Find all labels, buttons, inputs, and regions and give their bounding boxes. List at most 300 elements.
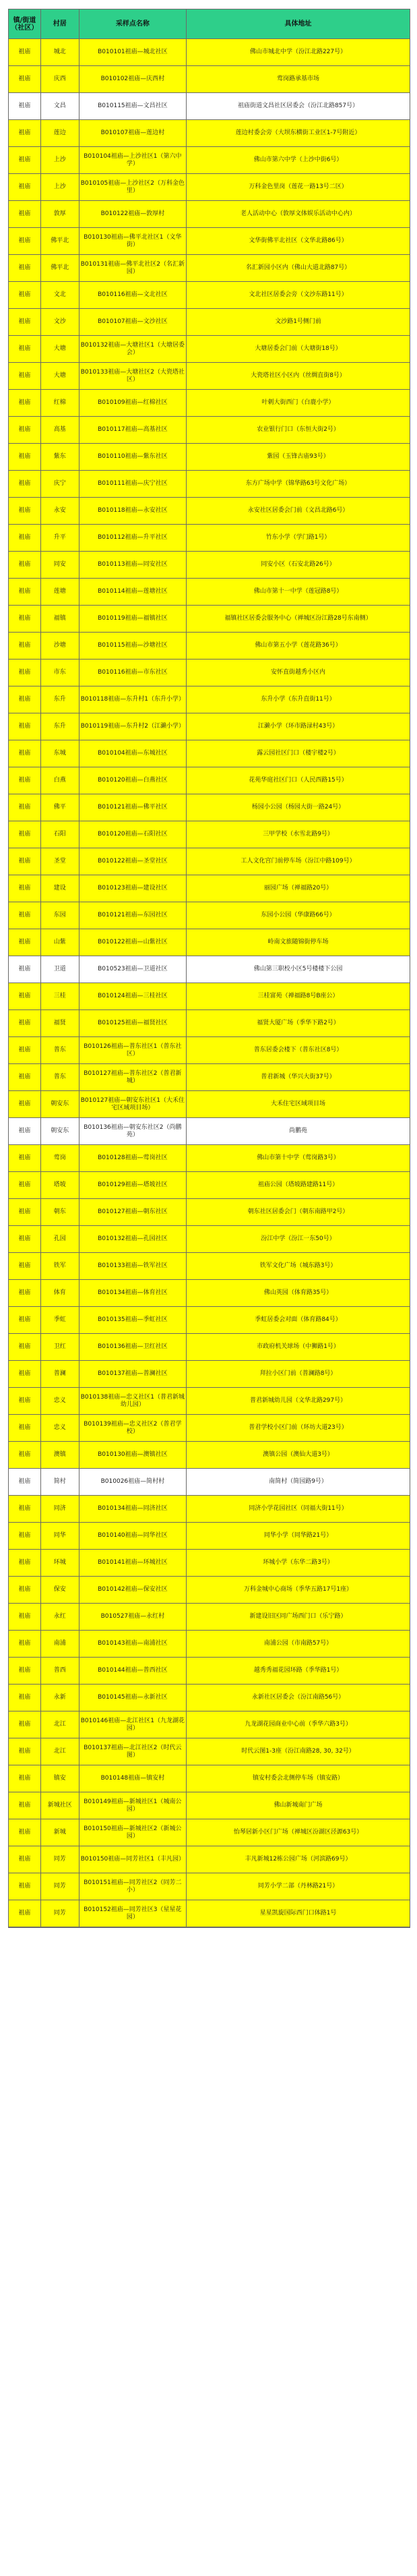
- village-cell: 新城社区: [41, 1792, 79, 1819]
- village-cell: 大塘: [41, 363, 79, 389]
- town-cell: 祖庙: [9, 686, 41, 713]
- site-name-cell: B010122祖庙—圣堂社区: [79, 848, 187, 875]
- town-cell: 祖庙: [9, 1253, 41, 1279]
- site-name-cell: B010105祖庙—上沙社区2（万科金色里）: [79, 174, 187, 200]
- village-cell: 上沙: [41, 174, 79, 200]
- address-cell: 越秀秀福花园环路（季华路1号）: [253, 1667, 343, 1674]
- table-row: [9, 228, 410, 255]
- village-cell: 升平: [41, 525, 79, 551]
- address-cell: 岭南文旅随锦街停车场: [267, 939, 329, 945]
- site-name-cell: B010143祖庙—南浦社区: [79, 1631, 187, 1657]
- village-cell: 高基: [41, 417, 79, 443]
- address-cell: 星星凯旋国际西门口体路1号: [259, 1910, 337, 1916]
- address-cell: 南浦公园（市南路57号）: [263, 1640, 333, 1647]
- table-row: [9, 1361, 410, 1388]
- address-cell: 东升小学（东升直街11号）: [261, 696, 335, 703]
- table-row: [9, 255, 410, 282]
- table-row: [9, 1253, 410, 1280]
- table-row: [9, 1631, 410, 1658]
- site-name-cell: B010123祖庙—建设社区: [79, 875, 187, 902]
- site-name-cell: B010133祖庙—铁军社区: [79, 1253, 187, 1279]
- village-cell: 永安: [41, 498, 79, 524]
- address-cell: 永新社区居委会（汾江南路56号）: [251, 1694, 345, 1701]
- address-cell: 三桂富苑（禅福路8号B座公）: [257, 993, 339, 999]
- site-name-cell: B010131祖庙—佛平北社区2（名汇新园）: [79, 255, 187, 281]
- address-cell: 同安小区（石安北路26号）: [261, 561, 335, 568]
- site-name-cell: B010125祖庙—福贤社区: [79, 1010, 187, 1036]
- site-name-cell: B010137祖庙—北江社区2（时代云图）: [79, 1738, 187, 1765]
- site-name-cell: B010150祖庙—新城社区2（新城公园）: [79, 1819, 187, 1846]
- table-row: [9, 1064, 410, 1091]
- town-cell: 祖庙: [9, 228, 41, 254]
- village-cell: 上沙: [41, 147, 79, 173]
- site-name-cell: B010135祖庙—季虹社区: [79, 1307, 187, 1333]
- address-cell: 文北社区居委会旁（文沙东路11号）: [249, 291, 348, 298]
- address-cell: 文华街佛平北社区（文华北路86号）: [249, 237, 348, 244]
- table-row: [9, 1442, 410, 1469]
- address-cell: 丽园广场（禅福路20号）: [263, 885, 333, 891]
- table-row: [9, 1523, 410, 1550]
- village-cell: 敦厚: [41, 201, 79, 227]
- town-cell: 祖庙: [9, 821, 41, 848]
- table-header-row: [9, 9, 410, 39]
- site-name-cell: B010148祖庙—镇安村: [79, 1765, 187, 1792]
- town-cell: 祖庙: [9, 1873, 41, 1900]
- site-name-cell: B010101祖庙—城北社区: [79, 39, 187, 65]
- table-row: [9, 1199, 410, 1226]
- town-cell: 祖庙: [9, 120, 41, 146]
- town-cell: 祖庙: [9, 147, 41, 173]
- table-row: [9, 579, 410, 606]
- village-cell: 三桂: [41, 983, 79, 1009]
- village-cell: 城北: [41, 39, 79, 65]
- village-cell: 朝东: [41, 1199, 79, 1225]
- town-cell: 祖庙: [9, 1469, 41, 1495]
- table-row: [9, 93, 410, 120]
- village-cell: 普东: [41, 1064, 79, 1090]
- village-cell: 莲边: [41, 120, 79, 146]
- table-row: [9, 120, 410, 147]
- site-name-cell: B010130祖庙—澳镇社区: [79, 1442, 187, 1468]
- address-cell: 市政府机关球场（中狮路1号）: [257, 1343, 340, 1350]
- village-cell: 佛平北: [41, 228, 79, 254]
- address-cell: 紫园（玉锋古庙93号）: [267, 453, 329, 460]
- address-cell: 普东居委会楼下（普东社区8号）: [253, 1047, 343, 1053]
- town-cell: 祖庙: [9, 767, 41, 794]
- table-row: [9, 1496, 410, 1523]
- town-cell: 祖庙: [9, 309, 41, 335]
- address-cell: 环城小学（东华二路3号）: [263, 1559, 333, 1566]
- table-row: [9, 902, 410, 929]
- town-cell: 祖庙: [9, 417, 41, 443]
- header-address: 具体地址: [284, 20, 312, 28]
- table-row: [9, 417, 410, 444]
- village-cell: 建设: [41, 875, 79, 902]
- site-name-cell: B010109祖庙—红棉社区: [79, 390, 187, 416]
- header-site-name: 采样点名称: [79, 9, 187, 38]
- address-cell: 佛山市城北中学（汾江北路227号）: [249, 49, 347, 55]
- address-cell: 怡琴居新小区门广场（禅城区汾湖区泾源63号）: [233, 1829, 363, 1836]
- village-cell: 东升: [41, 686, 79, 713]
- village-cell: 文沙: [41, 309, 79, 335]
- site-name-cell: B010137祖庙—普澜社区: [79, 1361, 187, 1387]
- table-row: [9, 821, 410, 848]
- village-cell: 文北: [41, 282, 79, 308]
- address-cell: 老人活动中心（敦厚文体娱乐活动中心内）: [240, 210, 356, 217]
- site-name-cell: B010128祖庙—莺岗社区: [79, 1145, 187, 1171]
- town-cell: 祖庙: [9, 1361, 41, 1387]
- address-cell: 镇安村委会北侧停车场（镇安路）: [253, 1775, 344, 1782]
- town-cell: 祖庙: [9, 1604, 41, 1630]
- table-row: [9, 1334, 410, 1361]
- address-cell: 澳镇公园（澳仙大道3号）: [263, 1451, 333, 1458]
- town-cell: 祖庙: [9, 498, 41, 524]
- table-row: [9, 1091, 410, 1118]
- site-name-cell: B010104祖庙—上沙社区1（第六中学）: [79, 147, 187, 173]
- table-row: [9, 1873, 410, 1900]
- site-name-cell: B010151祖庙—同芳社区2（同芳二小）: [79, 1873, 187, 1900]
- address-cell: 永安社区居委会门前（文昌北路6号）: [247, 507, 349, 514]
- town-cell: 祖庙: [9, 444, 41, 470]
- table-row: [9, 552, 410, 579]
- header-town: 镇/街道 （社区）: [9, 9, 41, 38]
- town-cell: 祖庙: [9, 1280, 41, 1306]
- address-cell: 万科金色里岗（莲花一路13号二区）: [249, 183, 348, 190]
- town-cell: 祖庙: [9, 1738, 41, 1765]
- town-cell: 祖庙: [9, 471, 41, 497]
- village-cell: 北江: [41, 1738, 79, 1765]
- town-cell: 祖庙: [9, 1658, 41, 1684]
- town-cell: 祖庙: [9, 1792, 41, 1819]
- town-cell: 祖庙: [9, 525, 41, 551]
- site-name-cell: B010126祖庙—普东社区1（普东社区）: [79, 1037, 187, 1063]
- address-cell: 普君新城幼儿园（文华北路297号）: [249, 1397, 347, 1404]
- table-row: [9, 1388, 410, 1415]
- town-cell: 祖庙: [9, 1685, 41, 1711]
- village-cell: 莺岗: [41, 1145, 79, 1171]
- table-row: [9, 740, 410, 767]
- town-cell: 祖庙: [9, 1199, 41, 1225]
- village-cell: 文昌: [41, 93, 79, 119]
- address-cell: 九龙湖花园商业中心前（季华六路3号）: [245, 1721, 352, 1728]
- address-cell: 露云园社区门口（楼宇楼2号）: [257, 750, 340, 757]
- table-row: [9, 390, 410, 417]
- table-row: [9, 686, 410, 713]
- site-name-cell: B010116祖庙—文北社区: [79, 282, 187, 308]
- site-name-cell: B010121祖庙—东园社区: [79, 902, 187, 929]
- address-cell: 杨园小公园（杨园大街一路24号）: [251, 804, 345, 811]
- village-cell: 庆宁: [41, 471, 79, 497]
- site-name-cell: B010152祖庙—同芳社区3（星星花园）: [79, 1900, 187, 1927]
- address-cell: 佛山新城南门广场: [274, 1802, 323, 1809]
- table-row: [9, 444, 410, 471]
- site-name-cell: B010111祖庙—庆宁社区: [79, 471, 187, 497]
- town-cell: 祖庙: [9, 363, 41, 389]
- table-row: [9, 525, 410, 552]
- village-cell: 澳镇: [41, 1442, 79, 1468]
- village-cell: 环城: [41, 1550, 79, 1576]
- address-cell: 普君新城（华兴大街37号）: [261, 1074, 335, 1080]
- site-name-cell: B010122祖庙—敦厚村: [79, 201, 187, 227]
- address-cell: 大禾住宅区域项目场: [271, 1101, 326, 1107]
- town-cell: 祖庙: [9, 660, 41, 686]
- town-cell: 祖庙: [9, 336, 41, 362]
- sampling-sites-table: [8, 9, 410, 1928]
- table-row: [9, 201, 410, 228]
- site-name-cell: B010104祖庙—东城社区: [79, 740, 187, 767]
- town-cell: 祖庙: [9, 1118, 41, 1144]
- site-name-cell: B010124祖庙—三桂社区: [79, 983, 187, 1009]
- table-row: [9, 1172, 410, 1199]
- table-row: [9, 363, 410, 390]
- town-cell: 祖庙: [9, 1819, 41, 1846]
- table-row: [9, 147, 410, 174]
- table-row: [9, 1711, 410, 1738]
- town-cell: 祖庙: [9, 390, 41, 416]
- town-cell: 祖庙: [9, 1064, 41, 1090]
- town-cell: 祖庙: [9, 93, 41, 119]
- site-name-cell: B010139祖庙—忠义社区2（普君学校）: [79, 1415, 187, 1441]
- village-cell: 庆西: [41, 66, 79, 92]
- village-cell: 同芳: [41, 1846, 79, 1873]
- address-cell: 祖庙街道文昌社区居委会（汾江北路857号）: [237, 103, 359, 109]
- town-cell: 祖庙: [9, 606, 41, 632]
- village-cell: 圣堂: [41, 848, 79, 875]
- address-cell: 农业银行门口（东恒大街2号）: [257, 426, 340, 433]
- address-cell: 新建设旧区同广场西门口（乐宁路）: [249, 1613, 347, 1620]
- table-row: [9, 1765, 410, 1792]
- table-row: [9, 1415, 410, 1442]
- address-cell: 汾江中学（汾江一东50号）: [261, 1235, 335, 1242]
- site-name-cell: B010102祖庙—庆西村: [79, 66, 187, 92]
- table-row: [9, 1145, 410, 1172]
- address-cell: 文沙路1号侧门前: [275, 318, 321, 325]
- table-row: [9, 929, 410, 956]
- address-cell: 时代云图1-3座（汾江南路28, 30, 32号）: [241, 1748, 355, 1755]
- table-row: [9, 660, 410, 686]
- town-cell: 祖庙: [9, 983, 41, 1009]
- town-cell: 祖庙: [9, 929, 41, 956]
- village-cell: 普西: [41, 1658, 79, 1684]
- address-cell: 东园小公园（华康路66号）: [261, 912, 335, 918]
- site-name-cell: B010118祖庙—永安社区: [79, 498, 187, 524]
- site-name-cell: B010107祖庙—莲边村: [79, 120, 187, 146]
- village-cell: 东城: [41, 740, 79, 767]
- village-cell: 白燕: [41, 767, 79, 794]
- village-cell: 石阳: [41, 821, 79, 848]
- site-name-cell: B010113祖庙—同安社区: [79, 552, 187, 578]
- table-row: [9, 1792, 410, 1819]
- village-cell: 莲塘: [41, 579, 79, 605]
- table-row: [9, 1685, 410, 1711]
- town-cell: 祖庙: [9, 713, 41, 740]
- village-cell: 红棉: [41, 390, 79, 416]
- town-cell: 祖庙: [9, 1145, 41, 1171]
- town-cell: 祖庙: [9, 1037, 41, 1063]
- site-name-cell: B010110祖庙—紫东社区: [79, 444, 187, 470]
- site-name-cell: B010122祖庙—山紫社区: [79, 929, 187, 956]
- address-cell: 名汇新园小区内（佛山大道北路87号）: [245, 264, 351, 271]
- town-cell: 祖庙: [9, 1415, 41, 1441]
- table-row: [9, 767, 410, 794]
- address-cell: 朝东社区居委会门（朝东南路甲2号）: [247, 1208, 349, 1215]
- village-cell: 铁军: [41, 1253, 79, 1279]
- table-row: [9, 1010, 410, 1037]
- site-name-cell: B010115祖庙—沙塘社区: [79, 633, 187, 659]
- address-cell: 万科金城中心商场（季华五路17号1座）: [243, 1586, 353, 1593]
- site-name-cell: B010129祖庙—塔坡社区: [79, 1172, 187, 1198]
- town-cell: 祖庙: [9, 956, 41, 983]
- village-cell: 忠义: [41, 1415, 79, 1441]
- town-cell: 祖庙: [9, 579, 41, 605]
- address-cell: 叶剌大街西门（白鹿小学）: [261, 399, 335, 406]
- town-cell: 祖庙: [9, 1334, 41, 1360]
- town-cell: 祖庙: [9, 848, 41, 875]
- village-cell: 北江: [41, 1711, 79, 1738]
- village-cell: 东升: [41, 713, 79, 740]
- town-cell: 祖庙: [9, 255, 41, 281]
- site-name-cell: B010112祖庙—升平社区: [79, 525, 187, 551]
- table-row: [9, 174, 410, 201]
- table-row: [9, 1037, 410, 1064]
- address-cell: 南简村（简园路9号）: [269, 1478, 327, 1485]
- village-cell: 卫道: [41, 956, 79, 983]
- site-name-cell: B010026祖庙—简村村: [79, 1469, 187, 1495]
- table-row: [9, 956, 410, 983]
- village-cell: 永新: [41, 1685, 79, 1711]
- address-cell: 佛山第三职校小区5号楼楼下公园: [253, 966, 343, 972]
- village-cell: 同芳: [41, 1873, 79, 1900]
- address-cell: 同华小学（同华路21号）: [263, 1532, 333, 1539]
- table-row: [9, 713, 410, 740]
- town-cell: 祖庙: [9, 902, 41, 929]
- address-cell: 季虹居委会对面（体育路84号）: [255, 1316, 342, 1323]
- town-cell: 祖庙: [9, 1550, 41, 1576]
- village-cell: 同华: [41, 1523, 79, 1549]
- site-name-cell: B010119祖庙—福镇社区: [79, 606, 187, 632]
- site-name-cell: B010142祖庙—保安社区: [79, 1577, 187, 1603]
- table-row: [9, 1846, 410, 1873]
- address-cell: 莲边村委会旁（大坝东横街工业区1-7号附近）: [235, 129, 361, 136]
- town-cell: 祖庙: [9, 201, 41, 227]
- village-cell: 紫东: [41, 444, 79, 470]
- table-row: [9, 875, 410, 902]
- town-cell: 祖庙: [9, 174, 41, 200]
- town-cell: 祖庙: [9, 1307, 41, 1333]
- village-cell: 忠义: [41, 1388, 79, 1414]
- address-cell: 花苑华庭社区门口（人民西路15号）: [249, 777, 348, 784]
- site-name-cell: B010120祖庙—白燕社区: [79, 767, 187, 794]
- village-cell: 大塘: [41, 336, 79, 362]
- town-cell: 祖庙: [9, 1442, 41, 1468]
- town-cell: 祖庙: [9, 39, 41, 65]
- village-cell: 山紫: [41, 929, 79, 956]
- village-cell: 福贤: [41, 1010, 79, 1036]
- table-row: [9, 1900, 410, 1927]
- village-cell: 永红: [41, 1604, 79, 1630]
- site-name-cell: B010127祖庙—朝东社区: [79, 1199, 187, 1225]
- table-row: [9, 336, 410, 363]
- table-row: [9, 66, 410, 93]
- table-row: [9, 606, 410, 633]
- town-cell: 祖庙: [9, 740, 41, 767]
- table-row: [9, 1550, 410, 1577]
- address-cell: 丰凡新城12栋公园广场（河滨路69号）: [245, 1856, 352, 1863]
- village-cell: 沙塘: [41, 633, 79, 659]
- address-cell: 拜拉小区门前（普澜路8号）: [259, 1370, 337, 1377]
- table-row: [9, 1280, 410, 1307]
- town-cell: 祖庙: [9, 1496, 41, 1522]
- site-name-cell: B010118祖庙—东升村1（东升小学）: [79, 686, 187, 713]
- village-cell: 南浦: [41, 1631, 79, 1657]
- address-cell: 普君学校小区门前（环坊大道23号）: [249, 1424, 348, 1431]
- site-name-cell: B010121祖庙—佛平社区: [79, 794, 187, 821]
- site-name-cell: B010127祖庙—朝安东社区1（大禾住宅区域项目场）: [79, 1091, 187, 1117]
- address-cell: 东方广场中学（锦华路63号文化广场）: [245, 480, 351, 487]
- town-cell: 祖庙: [9, 1172, 41, 1198]
- village-cell: 普澜: [41, 1361, 79, 1387]
- village-cell: 普东: [41, 1037, 79, 1063]
- town-cell: 祖庙: [9, 1631, 41, 1657]
- site-name-cell: B010132祖庙—孔园社区: [79, 1226, 187, 1252]
- town-cell: 祖庙: [9, 633, 41, 659]
- village-cell: 朝安东: [41, 1091, 79, 1117]
- village-cell: 市东: [41, 660, 79, 686]
- village-cell: 同安: [41, 552, 79, 578]
- town-cell: 祖庙: [9, 875, 41, 902]
- site-name-cell: B010117祖庙—高基社区: [79, 417, 187, 443]
- site-name-cell: B010115祖庙—文昌社区: [79, 93, 187, 119]
- village-cell: 体育: [41, 1280, 79, 1306]
- table-row: [9, 309, 410, 336]
- village-cell: 孔园: [41, 1226, 79, 1252]
- address-cell: 福贤大厦广场（季华下路2号）: [257, 1020, 340, 1026]
- town-cell: 祖庙: [9, 1091, 41, 1117]
- village-cell: 佛平北: [41, 255, 79, 281]
- village-cell: 同济: [41, 1496, 79, 1522]
- site-name-cell: B010144祖庙—普西社区: [79, 1658, 187, 1684]
- site-name-cell: B010116祖庙—市东社区: [79, 660, 187, 686]
- site-name-cell: B010134祖庙—体育社区: [79, 1280, 187, 1306]
- address-cell: 尚鹏苑: [289, 1128, 308, 1134]
- village-cell: 季虹: [41, 1307, 79, 1333]
- header-village: 村居: [41, 9, 79, 38]
- site-name-cell: B010150祖庙—同芳社区1（丰凡园）: [79, 1846, 187, 1873]
- table-row: [9, 1658, 410, 1685]
- table-row: [9, 794, 410, 821]
- site-name-cell: B010527祖庙—永红村: [79, 1604, 187, 1630]
- town-cell: 祖庙: [9, 66, 41, 92]
- address-cell: 祖庙公园（塔坡路建路11号）: [257, 1181, 339, 1188]
- site-name-cell: B010132祖庙—大塘社区1（大塘居委会）: [79, 336, 187, 362]
- address-cell: 竹东小学（学门路1号）: [265, 534, 331, 541]
- site-name-cell: B010140祖庙—同华社区: [79, 1523, 187, 1549]
- site-name-cell: B010120祖庙—石阳社区: [79, 821, 187, 848]
- town-cell: 祖庙: [9, 1388, 41, 1414]
- address-cell: 佛山市第十中学（莺岗路3号）: [257, 1154, 340, 1161]
- address-cell: 江濑小学（环市路渌村43号）: [257, 723, 339, 730]
- site-name-cell: B010145祖庙—永新社区: [79, 1685, 187, 1711]
- town-cell: 祖庙: [9, 552, 41, 578]
- site-name-cell: B010127祖庙—普东社区2（普君新城）: [79, 1064, 187, 1090]
- table-row: [9, 1307, 410, 1334]
- village-cell: 东园: [41, 902, 79, 929]
- table-row: [9, 282, 410, 309]
- table-row: [9, 983, 410, 1010]
- address-cell: 安怀直街越秀小区内: [271, 669, 326, 676]
- town-cell: 祖庙: [9, 1846, 41, 1873]
- town-cell: 祖庙: [9, 794, 41, 821]
